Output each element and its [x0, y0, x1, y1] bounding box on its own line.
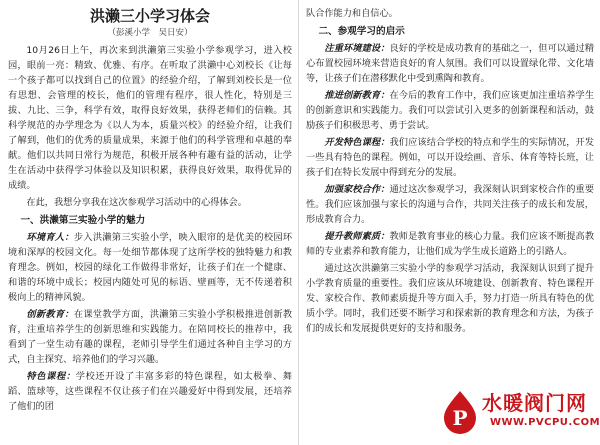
document-title: 洪濑三小学习体会 [89, 7, 210, 25]
paragraph-lead: 创新教育： [26, 309, 74, 320]
section-heading: 二、参观学习的启示 [318, 26, 405, 37]
paragraph-lead: 环境育人： [26, 232, 74, 243]
paragraph-lead: 推进创新教育： [324, 90, 390, 101]
body-paragraph [306, 41, 594, 86]
watermark-logo-icon [440, 389, 480, 435]
paragraph-text: 教师是教育事业的核心力量。我们应该不断提高教师的专业素养和教育能力，让他们成为学生成长道路上的引路人。 [306, 231, 595, 257]
paragraph-text: 在此，我想分享我在这次参观学习活动中的心得体会。 [26, 197, 247, 208]
left-column-body [8, 43, 292, 414]
body-paragraph [306, 261, 594, 336]
paragraph-lead: 注重环境建设： [324, 43, 390, 54]
body-paragraph [306, 88, 594, 133]
body-paragraph [306, 6, 594, 21]
document-author: （彭溪小学 吴日安） [107, 28, 193, 38]
body-paragraph [8, 230, 292, 305]
watermark-site-name: 水暖阀门网 [482, 391, 587, 415]
page-fold-divider [298, 0, 299, 445]
paragraph-text: 在今后的教育工作中，我们应该更加注重培养学生的创新意识和实践能力。我们可以尝试引入更多的创新课程和活动，鼓励孩子们积极思考、勇于尝试。 [306, 90, 595, 131]
body-paragraph [8, 195, 292, 210]
paragraph-lead: 提升教师素质： [324, 231, 390, 242]
right-column [306, 6, 594, 338]
paragraph-text: 步入洪濑第三实验小学，映入眼帘的是优美的校园环境和深厚的校园文化。每一处细节都体现了这所学校的独特魅力和教育理念。例如，校园的绿化工作做得非常好，让孩子们在一个健康、和谐的环境中成长；校园内随处可见的标语、壁画等，无不传递着积极向上的精神风貌。 [8, 232, 293, 303]
body-paragraph [306, 135, 594, 180]
paragraph-text: 在课堂教学方面，洪濑第三实验小学积极推进创新教育，注重培养学生的创新思维和实践能力。在陪同校长的推荐中，我看到了一堂生动有趣的课程，老师引导学生们通过各种自主学习的方式，自主探究、培养他们的学习兴趣。 [8, 309, 293, 365]
left-column [8, 6, 292, 416]
body-paragraph [8, 307, 292, 367]
watermark-site-url: WWW.PVCPU.COM [490, 417, 600, 428]
paragraph-lead: 开发特色课程： [324, 137, 390, 148]
body-paragraph [8, 369, 292, 414]
right-column-body [306, 6, 594, 336]
paragraph-text: 通过这次洪濑第三实验小学的参观学习活动，我深刻认识到了提升小学教育质量的重要性。我们应该从环境建设、创新教育、特色课程开发、家校合作、教师素质提升等方面入手，努力打造一所具有特色的优质小学。同时，我们还要不断学习和探索新的教育理念和方法，为孩子们的成长和发展提供更好的支持和服务。 [306, 263, 594, 334]
body-paragraph [306, 229, 594, 259]
svg-text:P: P [452, 406, 468, 430]
paragraph-text: 学校还开设了丰富多彩的特色课程，如太极拳、舞蹈、篮球等，这些课程不仅让孩子们在兴趣爱好中得到发展，还培养了他们的团 [8, 371, 292, 412]
paragraph-text: 我们应该结合学校的特点和学生的实际情况，开发一些具有特色的课程。例如，可以开设绘画、音乐、体育等特长班，让孩子们在特长发展中得到充分的发展。 [306, 137, 595, 178]
section-heading: 一、洪濑第三实验小学的魅力 [20, 215, 146, 226]
paragraph-lead: 特色课程： [26, 371, 76, 382]
site-watermark [438, 381, 600, 443]
paragraph-text: 队合作能力和自信心。 [306, 8, 398, 19]
body-paragraph [306, 182, 594, 227]
paragraph-lead: 加强家校合作： [324, 184, 390, 195]
paragraph-text: 10月26日上午，再次来到洪濑第三实验小学参观学习，进入校园，眼前一亮：精致、优雅、有序。在听取了洪濑中心刘校长《让每一个孩子都可以找到自己的位置》的经验介绍，了解到刘校长是一位有思想、会管理的校长，他们的管理有程序，很人性化，特别是三拔、九比、三争，科学有效，取得良好效果，获得老师们的信赖。其科学规范的办学理念为《以人为本，质量兴校》的经验介绍，让我们了解到，他们的优秀的质量成果，来源于他们的科学管理和卓越的奉献。他们以共同日常行为规范，积极开展各种有趣有益的活动，让学生在活动中获得学习体验以及知识积累，获得良好效果，取得优异的成绩。 [8, 45, 292, 191]
body-paragraph [8, 43, 292, 193]
paragraph-text: 良好的学校是成功教育的基础之一，但可以通过精心布置校园环境来营造良好的育人氛围。我们可以设置绿化带、文化墙等，让孩子们在潜移默化中受到熏陶和教育。 [306, 43, 595, 84]
paragraph-text: 通过这次参观学习，我深刻认识到家校合作的重要性。我们应该加强与家长的沟通与合作，共同关注孩子的成长和发展，形成教育合力。 [306, 184, 595, 225]
